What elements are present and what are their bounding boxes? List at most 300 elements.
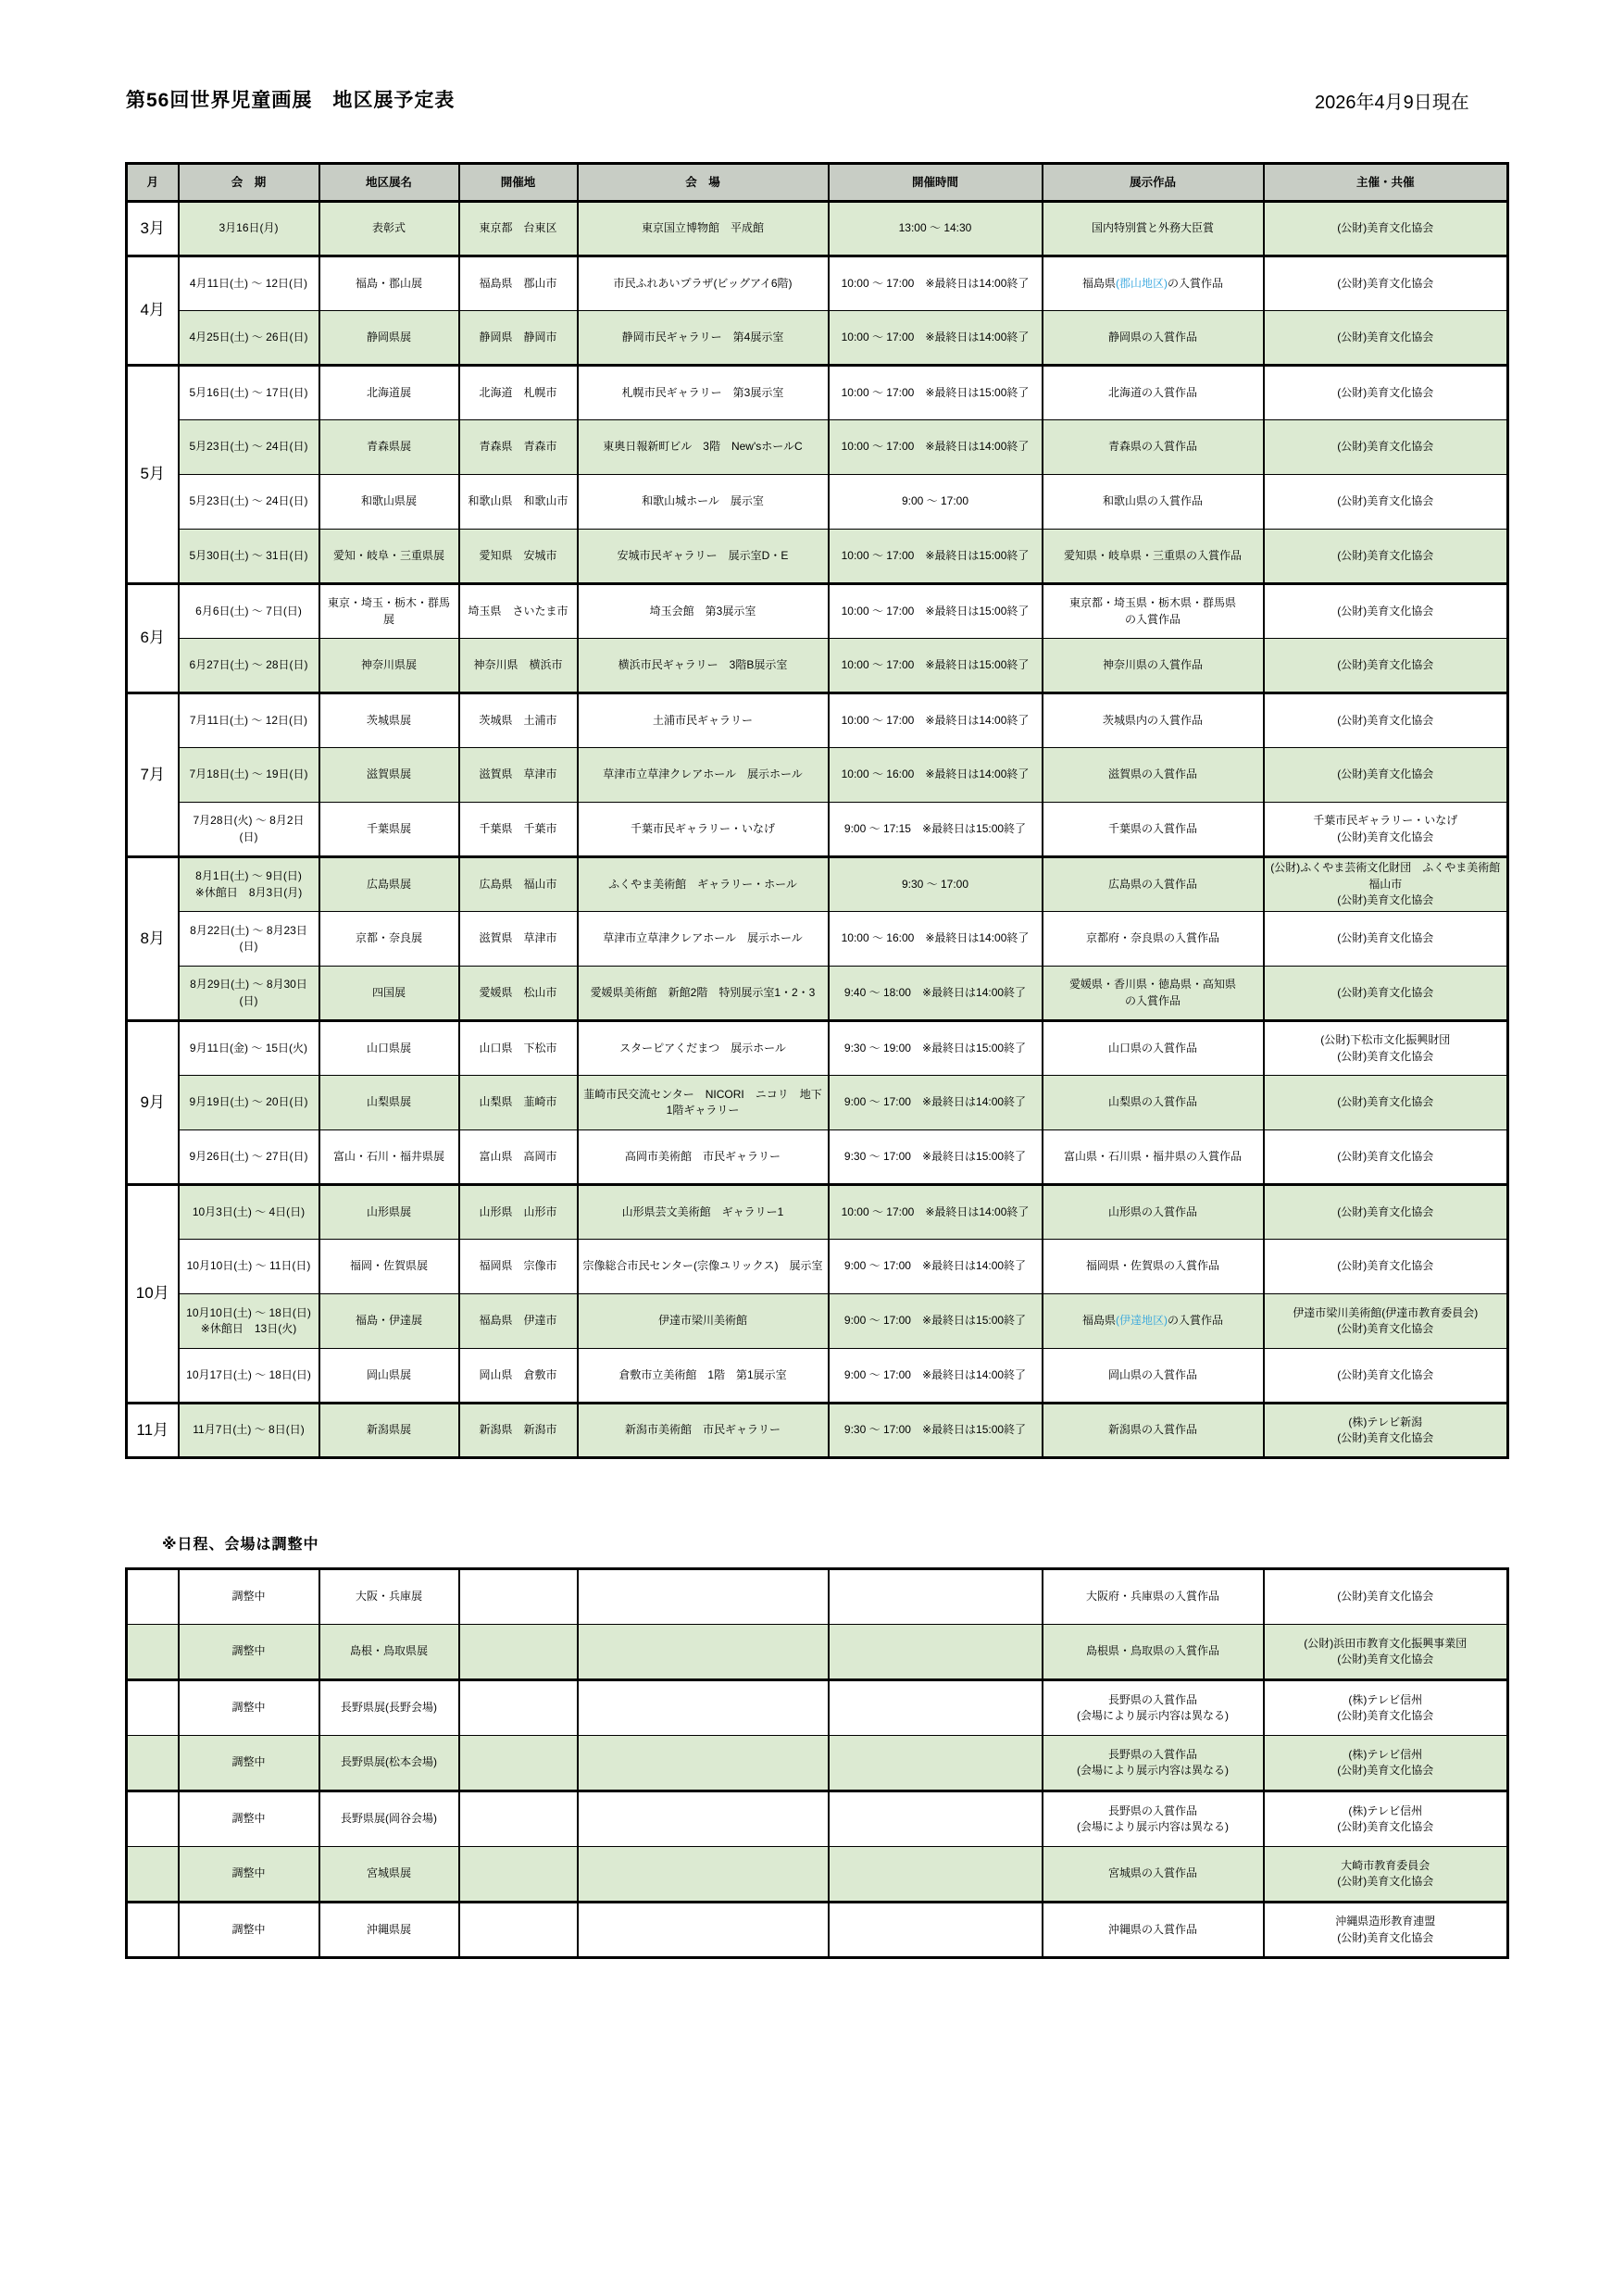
cell-venue: 市民ふれあいプラザ(ビッグアイ6階) [578,256,829,311]
cell-organizer: (公財)美育文化協会 [1264,202,1508,256]
cell-exhibition-name: 青森県展 [319,420,459,475]
cell-location: 千葉県 千葉市 [459,803,578,857]
cell-exhibition-name: 東京・埼玉・栃木・群馬展 [319,584,459,639]
cell-period: 調整中 [179,1736,319,1791]
cell-month [127,1625,179,1680]
cell-location [459,1903,578,1958]
cell-location [459,1736,578,1791]
cell-exhibited-works [1043,366,1264,420]
cell-venue [578,1680,829,1736]
cell-period: 11月7日(土) ～ 8日(日) [179,1404,319,1458]
schedule-row [127,912,1508,967]
cell-period: 10月3日(土) ～ 4日(日) [179,1185,319,1240]
schedule-row [127,530,1508,584]
cell-venue: 東奥日報新町ビル 3階 New'sホールC [578,420,829,475]
cell-period: 10月10日(土) ～ 18日(日) ※休館日 13日(火) [179,1294,319,1349]
cell-organizer: (株)テレビ信州 (公財)美育文化協会 [1264,1736,1508,1791]
works-highlight-text: (伊達地区) [1116,1314,1168,1328]
schedule-table [125,162,1509,1459]
cell-exhibition-name: 北海道展 [319,366,459,420]
cell-period: 9月11日(金) ～ 15日(火) [179,1021,319,1076]
tbd-table [125,1567,1509,1959]
cell-exhibition-name: 長野県展(松本会場) [319,1736,459,1791]
cell-period: 調整中 [179,1569,319,1625]
cell-location: 山形県 山形市 [459,1185,578,1240]
works-text: 和歌山県の入賞作品 [1102,494,1203,508]
works-text: 神奈川県の入賞作品 [1102,657,1203,671]
cell-exhibition-name: 福島・郡山展 [319,256,459,311]
cell-organizer: 大崎市教育委員会 (公財)美育文化協会 [1264,1847,1508,1903]
works-text: 福島県 [1081,276,1116,290]
cell-open-hours: 9:00 ～ 17:00 [829,475,1043,530]
cell-open-hours: 10:00 ～ 17:00 ※最終日は15:00終了 [829,639,1043,693]
cell-location [459,1569,578,1625]
cell-exhibited-works [1043,1130,1264,1185]
tbd-table-body [127,1569,1508,1958]
works-text: 大阪府・兵庫県の入賞作品 [1085,1590,1219,1603]
cell-exhibited-works [1043,1791,1264,1847]
cell-exhibition-name: 長野県展(長野会場) [319,1680,459,1736]
column-header-2: 地区展名 [319,164,459,202]
column-header-3: 開催地 [459,164,578,202]
cell-venue: 倉敷市立美術館 1階 第1展示室 [578,1349,829,1404]
cell-exhibition-name: 福岡・佐賀県展 [319,1240,459,1294]
works-text: 千葉県の入賞作品 [1107,821,1197,835]
cell-exhibition-name: 福島・伊達展 [319,1294,459,1349]
cell-open-hours: 9:00 ～ 17:00 ※最終日は14:00終了 [829,1076,1043,1130]
cell-venue: ふくやま美術館 ギャラリー・ホール [578,857,829,912]
cell-location: 福島県 伊達市 [459,1294,578,1349]
cell-location: 愛媛県 松山市 [459,967,578,1021]
cell-period: 調整中 [179,1791,319,1847]
cell-exhibition-name: 滋賀県展 [319,748,459,803]
cell-exhibition-name: 表彰式 [319,202,459,256]
cell-exhibition-name: 大阪・兵庫展 [319,1569,459,1625]
cell-organizer: (公財)美育文化協会 [1264,584,1508,639]
cell-venue: 埼玉会館 第3展示室 [578,584,829,639]
cell-exhibited-works [1043,639,1264,693]
works-text: 福島県 [1081,1314,1116,1328]
cell-open-hours: 10:00 ～ 17:00 ※最終日は14:00終了 [829,1185,1043,1240]
cell-open-hours: 9:30 ～ 17:00 ※最終日は15:00終了 [829,1130,1043,1185]
column-header-5: 開催時間 [829,164,1043,202]
cell-exhibition-name: 愛知・岐阜・三重県展 [319,530,459,584]
cell-venue: 韮崎市民交流センター NICORI ニコリ 地下1階ギャラリー [578,1076,829,1130]
works-text: 宮城県の入賞作品 [1107,1866,1197,1880]
cell-exhibited-works [1043,1185,1264,1240]
cell-organizer: (公財)美育文化協会 [1264,366,1508,420]
works-highlight-text: (郡山地区) [1116,276,1168,290]
works-text: 長野県の入賞作品 [1107,1692,1197,1706]
cell-period: 3月16日(月) [179,202,319,256]
schedule-row [127,1294,1508,1349]
cell-exhibited-works [1043,1569,1264,1625]
cell-venue: 伊達市梁川美術館 [578,1294,829,1349]
cell-location: 新潟県 新潟市 [459,1404,578,1458]
cell-location: 山梨県 韮崎市 [459,1076,578,1130]
cell-exhibited-works [1043,1294,1264,1349]
works-text: 島根県・鳥取県の入賞作品 [1085,1644,1219,1658]
cell-period: 10月17日(土) ～ 18日(日) [179,1349,319,1404]
cell-month [127,1569,179,1625]
cell-organizer: 千葉市民ギャラリー・いなげ (公財)美育文化協会 [1264,803,1508,857]
schedule-row [127,366,1508,420]
cell-organizer: (公財)美育文化協会 [1264,693,1508,748]
cell-venue: 安城市民ギャラリー 展示室D・E [578,530,829,584]
cell-exhibited-works [1043,803,1264,857]
schedule-row [127,857,1508,912]
works-text: 山口県の入賞作品 [1107,1041,1197,1054]
cell-organizer: (公財)美育文化協会 [1264,530,1508,584]
cell-exhibited-works [1043,1076,1264,1130]
cell-open-hours: 10:00 ～ 17:00 ※最終日は14:00終了 [829,693,1043,748]
cell-venue [578,1903,829,1958]
cell-period: 5月23日(土) ～ 24日(日) [179,420,319,475]
cell-month [127,1847,179,1903]
cell-exhibition-name: 岡山県展 [319,1349,459,1404]
cell-organizer: (公財)美育文化協会 [1264,967,1508,1021]
cell-location: 滋賀県 草津市 [459,912,578,967]
works-text: 京都府・奈良県の入賞作品 [1085,931,1219,945]
cell-open-hours [829,1736,1043,1791]
schedule-row [127,1240,1508,1294]
cell-open-hours: 10:00 ～ 17:00 ※最終日は14:00終了 [829,311,1043,366]
cell-organizer: (公財)美育文化協会 [1264,1240,1508,1294]
column-header-6: 展示作品 [1043,164,1264,202]
cell-exhibition-name: 富山・石川・福井県展 [319,1130,459,1185]
cell-exhibited-works [1043,1021,1264,1076]
schedule-row [127,1076,1508,1130]
cell-organizer: (公財)美育文化協会 [1264,748,1508,803]
works-text: 新潟県の入賞作品 [1107,1423,1197,1437]
cell-exhibition-name: 千葉県展 [319,803,459,857]
cell-organizer: (公財)美育文化協会 [1264,639,1508,693]
works-text: 長野県の入賞作品 [1107,1803,1197,1817]
cell-exhibition-name: 広島県展 [319,857,459,912]
cell-location: 和歌山県 和歌山市 [459,475,578,530]
cell-open-hours: 9:00 ～ 17:00 ※最終日は15:00終了 [829,1294,1043,1349]
cell-venue: 宗像総合市民センター(宗像ユリックス) 展示室 [578,1240,829,1294]
cell-open-hours: 9:00 ～ 17:00 ※最終日は14:00終了 [829,1240,1043,1294]
cell-location: 茨城県 土浦市 [459,693,578,748]
schedule-row [127,202,1508,256]
works-text: 山梨県の入賞作品 [1107,1095,1197,1109]
works-text: (会場により展示内容は異なる) [1077,1764,1229,1777]
tbd-row [127,1736,1508,1791]
cell-location: 愛知県 安城市 [459,530,578,584]
cell-exhibition-name: 神奈川県展 [319,639,459,693]
cell-exhibition-name: 長野県展(岡谷会場) [319,1791,459,1847]
cell-organizer: (株)テレビ新潟 (公財)美育文化協会 [1264,1404,1508,1458]
cell-exhibited-works [1043,748,1264,803]
cell-location: 福岡県 宗像市 [459,1240,578,1294]
cell-exhibited-works [1043,256,1264,311]
cell-organizer: (公財)美育文化協会 [1264,420,1508,475]
cell-venue: 横浜市民ギャラリー 3階B展示室 [578,639,829,693]
cell-open-hours: 9:30 ～ 17:00 [829,857,1043,912]
cell-location: 福島県 郡山市 [459,256,578,311]
cell-open-hours: 10:00 ～ 17:00 ※最終日は14:00終了 [829,256,1043,311]
cell-organizer: (公財)浜田市教育文化振興事業団 (公財)美育文化協会 [1264,1625,1508,1680]
cell-period: 7月28日(火) ～ 8月2日(日) [179,803,319,857]
tbd-row [127,1903,1508,1958]
cell-open-hours: 9:40 ～ 18:00 ※最終日は14:00終了 [829,967,1043,1021]
cell-exhibited-works [1043,584,1264,639]
works-text: 静岡県の入賞作品 [1107,330,1197,343]
cell-period: 5月30日(土) ～ 31日(日) [179,530,319,584]
cell-organizer: (公財)美育文化協会 [1264,912,1508,967]
cell-period: 調整中 [179,1625,319,1680]
cell-location: 東京都 台東区 [459,202,578,256]
works-text: 国内特別賞と外務大臣賞 [1091,221,1214,235]
tbd-row [127,1847,1508,1903]
cell-open-hours [829,1680,1043,1736]
cell-venue: 草津市立草津クレアホール 展示ホール [578,748,829,803]
cell-period: 7月11日(土) ～ 12日(日) [179,693,319,748]
cell-open-hours [829,1625,1043,1680]
cell-exhibited-works [1043,1680,1264,1736]
cell-exhibited-works [1043,1625,1264,1680]
cell-venue: 土浦市民ギャラリー [578,693,829,748]
cell-month [127,1791,179,1847]
schedule-row [127,967,1508,1021]
schedule-row [127,475,1508,530]
cell-organizer: (公財)美育文化協会 [1264,1349,1508,1404]
page-title: 第56回世界児童画展 地区展予定表 [126,90,456,111]
cell-location: 青森県 青森市 [459,420,578,475]
cell-open-hours [829,1569,1043,1625]
cell-exhibition-name: 島根・鳥取県展 [319,1625,459,1680]
cell-exhibited-works [1043,912,1264,967]
cell-month: 11月 [127,1404,179,1458]
cell-organizer: (公財)下松市文化振興財団 (公財)美育文化協会 [1264,1021,1508,1076]
cell-open-hours: 10:00 ～ 17:00 ※最終日は15:00終了 [829,366,1043,420]
cell-exhibited-works [1043,967,1264,1021]
cell-month: 8月 [127,857,179,1021]
cell-exhibited-works [1043,1903,1264,1958]
cell-open-hours: 13:00 ～ 14:30 [829,202,1043,256]
cell-organizer: (公財)美育文化協会 [1264,1130,1508,1185]
cell-exhibition-name: 山梨県展 [319,1076,459,1130]
cell-location [459,1791,578,1847]
schedule-table-body [127,202,1508,1458]
schedule-row [127,584,1508,639]
cell-organizer: (公財)美育文化協会 [1264,311,1508,366]
cell-location: 埼玉県 さいたま市 [459,584,578,639]
cell-location [459,1625,578,1680]
works-text: 北海道の入賞作品 [1107,385,1197,399]
cell-exhibition-name: 京都・奈良展 [319,912,459,967]
cell-organizer: (公財)美育文化協会 [1264,1569,1508,1625]
cell-period: 5月16日(土) ～ 17日(日) [179,366,319,420]
cell-exhibited-works [1043,311,1264,366]
works-text: 青森県の入賞作品 [1107,440,1197,454]
works-text: 愛知県・岐阜県・三重県の入賞作品 [1063,548,1242,562]
cell-exhibition-name: 茨城県展 [319,693,459,748]
works-text: 山形県の入賞作品 [1107,1204,1197,1218]
tbd-row [127,1680,1508,1736]
tbd-row [127,1791,1508,1847]
cell-location [459,1847,578,1903]
schedule-row [127,420,1508,475]
cell-organizer: 伊達市梁川美術館(伊達市教育委員会) (公財)美育文化協会 [1264,1294,1508,1349]
cell-exhibited-works [1043,202,1264,256]
works-text: 滋賀県の入賞作品 [1107,767,1197,781]
cell-location [459,1680,578,1736]
cell-month: 10月 [127,1185,179,1404]
works-text: の入賞作品 [1124,612,1181,626]
cell-month: 9月 [127,1021,179,1185]
column-header-7: 主催・共催 [1264,164,1508,202]
cell-organizer: (公財)美育文化協会 [1264,475,1508,530]
cell-exhibited-works [1043,1240,1264,1294]
cell-venue: 千葉市民ギャラリー・いなげ [578,803,829,857]
cell-open-hours: 9:30 ～ 17:00 ※最終日は15:00終了 [829,1404,1043,1458]
schedule-row [127,256,1508,311]
cell-open-hours: 10:00 ～ 16:00 ※最終日は14:00終了 [829,748,1043,803]
cell-exhibition-name: 和歌山県展 [319,475,459,530]
cell-period: 9月19日(土) ～ 20日(日) [179,1076,319,1130]
cell-exhibition-name: 山口県展 [319,1021,459,1076]
cell-location: 静岡県 静岡市 [459,311,578,366]
cell-period: 調整中 [179,1680,319,1736]
cell-period: 10月10日(土) ～ 11日(日) [179,1240,319,1294]
works-text: 茨城県内の入賞作品 [1102,713,1203,727]
works-text: 長野県の入賞作品 [1107,1747,1197,1761]
cell-open-hours [829,1791,1043,1847]
tbd-row [127,1625,1508,1680]
schedule-row [127,1185,1508,1240]
works-text: (会場により展示内容は異なる) [1077,1709,1229,1722]
cell-open-hours: 10:00 ～ 16:00 ※最終日は14:00終了 [829,912,1043,967]
cell-open-hours: 10:00 ～ 17:00 ※最終日は15:00終了 [829,530,1043,584]
schedule-table-header [127,164,1508,202]
as-of-date: 2026年4月9日現在 [1315,93,1469,113]
works-text: 広島県の入賞作品 [1107,877,1197,891]
cell-venue: 山形県芸文美術館 ギャラリー1 [578,1185,829,1240]
cell-organizer: 沖縄県造形教育連盟 (公財)美育文化協会 [1264,1903,1508,1958]
cell-organizer: (公財)美育文化協会 [1264,1076,1508,1130]
cell-location: 富山県 高岡市 [459,1130,578,1185]
cell-organizer: (株)テレビ信州 (公財)美育文化協会 [1264,1791,1508,1847]
works-text: 東京都・埼玉県・栃木県・群馬県 [1068,596,1236,610]
column-header-4: 会 場 [578,164,829,202]
cell-location: 山口県 下松市 [459,1021,578,1076]
works-text: 愛媛県・香川県・徳島県・高知県 [1068,978,1236,992]
adjustment-note: ※日程、会場は調整中 [162,1537,319,1553]
schedule-row [127,1404,1508,1458]
schedule-row [127,748,1508,803]
cell-open-hours [829,1903,1043,1958]
cell-organizer: (公財)美育文化協会 [1264,1185,1508,1240]
cell-exhibition-name: 四国展 [319,967,459,1021]
cell-exhibition-name: 沖縄県展 [319,1903,459,1958]
cell-open-hours: 9:00 ～ 17:15 ※最終日は15:00終了 [829,803,1043,857]
cell-open-hours: 10:00 ～ 17:00 ※最終日は15:00終了 [829,584,1043,639]
cell-exhibited-works [1043,1847,1264,1903]
cell-month [127,1680,179,1736]
cell-period: 8月1日(土) ～ 9日(日) ※休館日 8月3日(月) [179,857,319,912]
cell-month [127,1736,179,1791]
cell-venue: 和歌山城ホール 展示室 [578,475,829,530]
cell-venue [578,1847,829,1903]
schedule-row [127,1130,1508,1185]
schedule-row [127,803,1508,857]
works-text: の入賞作品 [1168,276,1224,290]
cell-period: 8月22日(土) ～ 8月23日(日) [179,912,319,967]
cell-month: 4月 [127,256,179,366]
cell-month: 3月 [127,202,179,256]
cell-exhibition-name: 静岡県展 [319,311,459,366]
works-text: 福岡県・佐賀県の入賞作品 [1085,1259,1219,1273]
works-text: の入賞作品 [1168,1314,1224,1328]
header-row [127,164,1508,202]
cell-location: 神奈川県 横浜市 [459,639,578,693]
cell-venue: 高岡市美術館 市民ギャラリー [578,1130,829,1185]
cell-month: 6月 [127,584,179,693]
cell-venue [578,1569,829,1625]
cell-month: 5月 [127,366,179,584]
schedule-row [127,311,1508,366]
cell-exhibited-works [1043,1404,1264,1458]
tbd-row [127,1569,1508,1625]
cell-location: 広島県 福山市 [459,857,578,912]
cell-exhibition-name: 山形県展 [319,1185,459,1240]
cell-open-hours: 9:00 ～ 17:00 ※最終日は14:00終了 [829,1349,1043,1404]
cell-location: 北海道 札幌市 [459,366,578,420]
cell-venue [578,1791,829,1847]
cell-exhibition-name: 宮城県展 [319,1847,459,1903]
cell-open-hours [829,1847,1043,1903]
works-text: の入賞作品 [1124,993,1181,1007]
schedule-row [127,639,1508,693]
cell-venue: 草津市立草津クレアホール 展示ホール [578,912,829,967]
works-text: 富山県・石川県・福井県の入賞作品 [1063,1149,1242,1163]
cell-exhibited-works [1043,1736,1264,1791]
cell-venue [578,1736,829,1791]
cell-exhibited-works [1043,1349,1264,1404]
cell-period: 4月11日(土) ～ 12日(日) [179,256,319,311]
cell-exhibited-works [1043,857,1264,912]
cell-organizer: (公財)ふくやま芸術文化財団 ふくやま美術館 福山市 (公財)美育文化協会 [1264,857,1508,912]
cell-location: 滋賀県 草津市 [459,748,578,803]
schedule-row [127,1349,1508,1404]
cell-period: 8月29日(土) ～ 8月30日(日) [179,967,319,1021]
cell-venue: 新潟市美術館 市民ギャラリー [578,1404,829,1458]
cell-exhibited-works [1043,530,1264,584]
cell-location: 岡山県 倉敷市 [459,1349,578,1404]
schedule-row [127,693,1508,748]
cell-exhibited-works [1043,420,1264,475]
cell-period: 5月23日(土) ～ 24日(日) [179,475,319,530]
cell-open-hours: 10:00 ～ 17:00 ※最終日は14:00終了 [829,420,1043,475]
cell-period: 6月6日(土) ～ 7日(日) [179,584,319,639]
works-text: 沖縄県の入賞作品 [1107,1922,1197,1936]
cell-period: 4月25日(土) ～ 26日(日) [179,311,319,366]
cell-venue: 札幌市民ギャラリー 第3展示室 [578,366,829,420]
cell-venue [578,1625,829,1680]
schedule-row [127,1021,1508,1076]
cell-period: 調整中 [179,1847,319,1903]
cell-exhibition-name: 新潟県展 [319,1404,459,1458]
cell-month [127,1903,179,1958]
cell-exhibited-works [1043,693,1264,748]
cell-venue: 静岡市民ギャラリー 第4展示室 [578,311,829,366]
cell-venue: スターピアくだまつ 展示ホール [578,1021,829,1076]
cell-month: 7月 [127,693,179,857]
cell-venue: 東京国立博物館 平成館 [578,202,829,256]
cell-exhibited-works [1043,475,1264,530]
